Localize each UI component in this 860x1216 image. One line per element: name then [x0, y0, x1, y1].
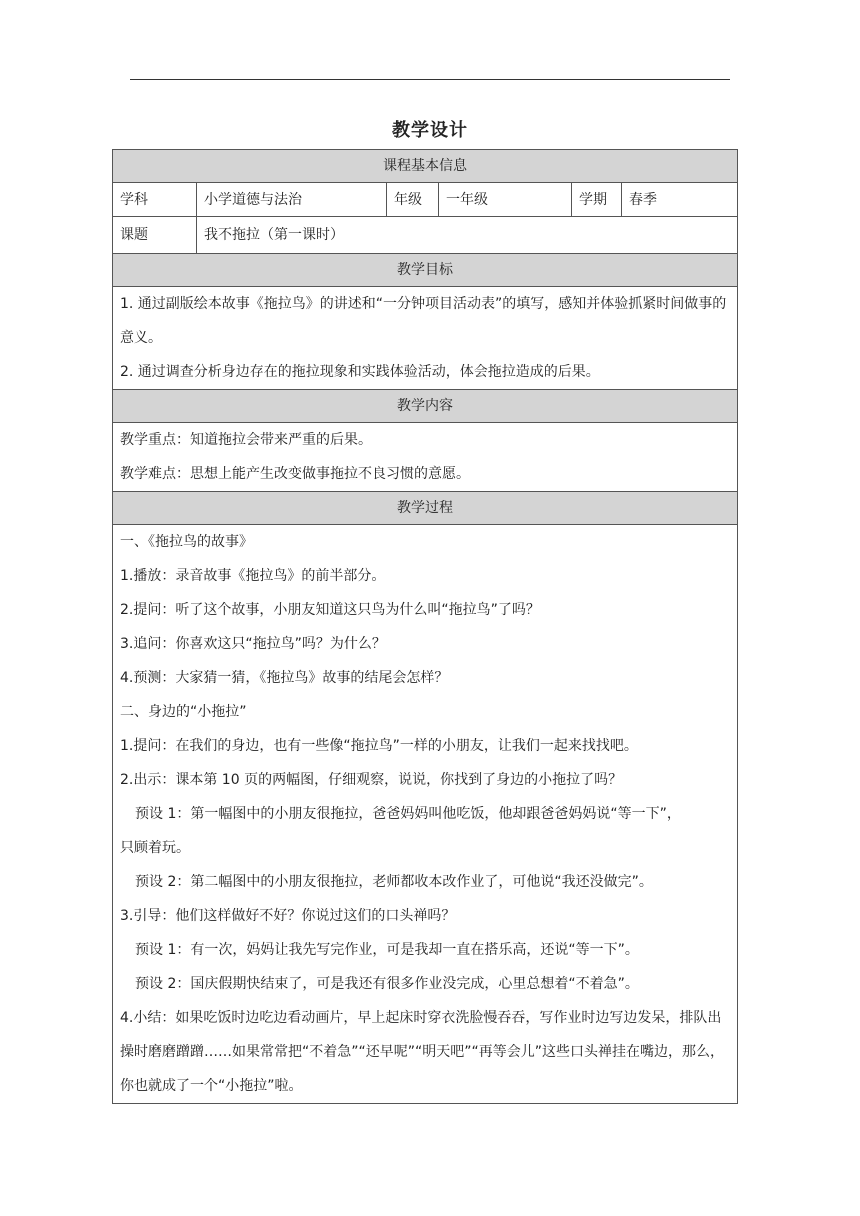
process-preset: 预设 1：有一次，妈妈让我先写完作业，可是我却一直在搭乐高，还说“等一下”。 — [135, 942, 639, 958]
process-preset: 预设 2：国庆假期快结束了，可是我还有很多作业没完成，心里总想着“不着急”。 — [135, 976, 639, 992]
term-label: 学期 — [572, 183, 622, 217]
process-preset: 预设 1：第一幅图中的小朋友很拖拉，爸爸妈妈叫他吃饭，他却跟爸爸妈妈说“等一下”， — [135, 806, 681, 822]
subject-value: 小学道德与法治 — [197, 183, 387, 217]
document-title: 教学设计 — [392, 120, 468, 141]
objectives-cell — [113, 287, 738, 390]
content-item: 教学难点：思想上能产生改变做事拖拉不良习惯的意愿。 — [120, 466, 470, 482]
term-value: 春季 — [622, 183, 738, 217]
process-heading: 二、身边的“小拖拉” — [120, 704, 247, 720]
process-heading: 一、《拖拉鸟的故事》 — [120, 534, 253, 550]
section-header-process: 教学过程 — [113, 492, 738, 525]
section-header-basic-info: 课程基本信息 — [113, 150, 738, 183]
content-item: 教学重点：知道拖拉会带来严重的后果。 — [120, 432, 372, 448]
process-summary: 4.小结：如果吃饭时边吃边看动画片，早上起床时穿衣洗脸慢吞吞，写作业时边写边发呆，排队出操时磨磨蹭蹭……如果常常把“不着急”“还早呢”“明天吧”“再等会儿”这些口头禅挂在嘴边，那么，你也就成了一个“小拖拉”啦。 — [120, 1010, 725, 1094]
process-step: 1.提问：在我们的身边，也有一些像“拖拉鸟”一样的小朋友，让我们一起来找找吧。 — [120, 738, 638, 754]
process-step: 2.提问：听了这个故事，小朋友知道这只鸟为什么叫“拖拉鸟”了吗？ — [120, 602, 540, 618]
process-step: 3.追问：你喜欢这只“拖拉鸟”吗？为什么？ — [120, 636, 386, 652]
process-preset-continuation: 只顾着玩。 — [120, 840, 190, 856]
lesson-plan-table — [112, 149, 738, 1104]
section-header-content: 教学内容 — [113, 390, 738, 423]
content-cell — [113, 423, 738, 492]
grade-value: 一年级 — [439, 183, 572, 217]
process-preset: 预设 2：第二幅图中的小朋友很拖拉，老师都收本改作业了，可他说“我还没做完”。 — [135, 874, 653, 890]
process-cell — [113, 525, 738, 1104]
grade-label: 年级 — [387, 183, 439, 217]
topic-label: 课题 — [113, 217, 197, 254]
process-step: 3.引导：他们这样做好不好？你说过这们的口头禅吗？ — [120, 908, 456, 924]
process-step: 4.预测：大家猜一猜，《拖拉鸟》故事的结尾会怎样？ — [120, 670, 449, 686]
objective-item: 2. 通过调查分析身边存在的拖拉现象和实践体验活动，体会拖拉造成的后果。 — [120, 364, 600, 380]
section-header-objectives: 教学目标 — [113, 254, 738, 287]
subject-label: 学科 — [113, 183, 197, 217]
process-step: 1.播放：录音故事《拖拉鸟》的前半部分。 — [120, 568, 386, 584]
objective-item: 1. 通过副版绘本故事《拖拉鸟》的讲述和“一分钟项目活动表”的填写，感知并体验抓紧时间做事的意义。 — [120, 296, 727, 346]
topic-value: 我不拖拉（第一课时） — [197, 217, 738, 254]
header-rule — [130, 79, 730, 80]
process-step: 2.出示：课本第 10 页的两幅图，仔细观察，说说，你找到了身边的小拖拉了吗？ — [120, 772, 623, 788]
